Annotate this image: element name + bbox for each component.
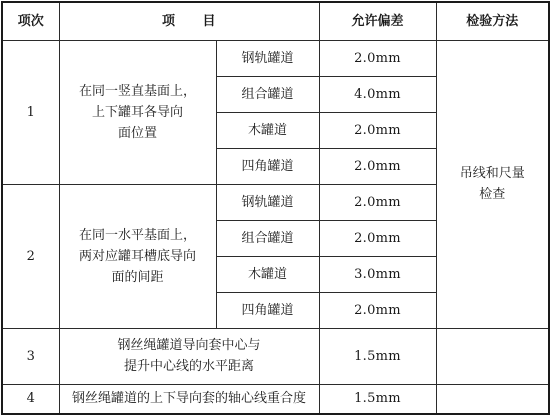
row-index: 1 (2, 40, 59, 184)
description-line: 面位置 (117, 125, 157, 141)
header-row (2, 2, 549, 40)
tolerance-table (1, 1, 550, 415)
method-line: 吊线和尺量 (459, 166, 525, 181)
header-index: 项次 (2, 2, 59, 40)
header-method: 检验方法 (436, 2, 549, 40)
row-description (59, 40, 216, 184)
guide-type: 木罐道 (216, 112, 319, 148)
guide-type: 钢轨罐道 (216, 184, 319, 220)
description-line: 在同一竖直基面上， (78, 83, 196, 99)
description-line: 提升中心线的水平距离 (124, 359, 255, 374)
table-row (2, 328, 549, 384)
header-item: 项 目 (59, 2, 319, 40)
tolerance-value: 1.5mm (319, 384, 436, 414)
row-description (59, 328, 319, 384)
inspection-method-empty (436, 328, 549, 384)
inspection-method (436, 40, 549, 328)
guide-type: 四角罐道 (216, 148, 319, 184)
guide-type: 组合罐道 (216, 220, 319, 256)
row-index: 3 (2, 328, 59, 384)
tolerance-value: 4.0mm (319, 76, 436, 112)
guide-type: 四角罐道 (216, 292, 319, 328)
tolerance-value: 2.0mm (319, 292, 436, 328)
method-line: 检查 (479, 187, 506, 202)
guide-type: 木罐道 (216, 256, 319, 292)
guide-type: 组合罐道 (216, 76, 319, 112)
tolerance-table-container (1, 1, 550, 415)
row-description (59, 184, 216, 328)
row-index: 2 (2, 184, 59, 328)
row-index: 4 (2, 384, 59, 414)
description-line: 面的间距 (111, 269, 164, 285)
description-line: 在同一水平基面上， (78, 227, 196, 243)
tolerance-value: 3.0mm (319, 256, 436, 292)
inspection-method-empty (436, 384, 549, 414)
tolerance-value: 2.0mm (319, 112, 436, 148)
tolerance-value: 2.0mm (319, 40, 436, 76)
row-description: 钢丝绳罐道的上下导向套的轴心线重合度 (59, 384, 319, 414)
guide-type: 钢轨罐道 (216, 40, 319, 76)
tolerance-value: 2.0mm (319, 148, 436, 184)
table-row (2, 40, 549, 76)
header-tolerance: 允许偏差 (319, 2, 436, 40)
tolerance-value: 2.0mm (319, 184, 436, 220)
table-row (2, 384, 549, 414)
tolerance-value: 2.0mm (319, 220, 436, 256)
description-line: 上下罐耳各导向 (91, 104, 183, 120)
tolerance-value: 1.5mm (319, 328, 436, 384)
description-line: 钢丝绳罐道导向套中心与 (117, 338, 261, 353)
description-line: 两对应罐耳槽底导向 (78, 248, 196, 264)
